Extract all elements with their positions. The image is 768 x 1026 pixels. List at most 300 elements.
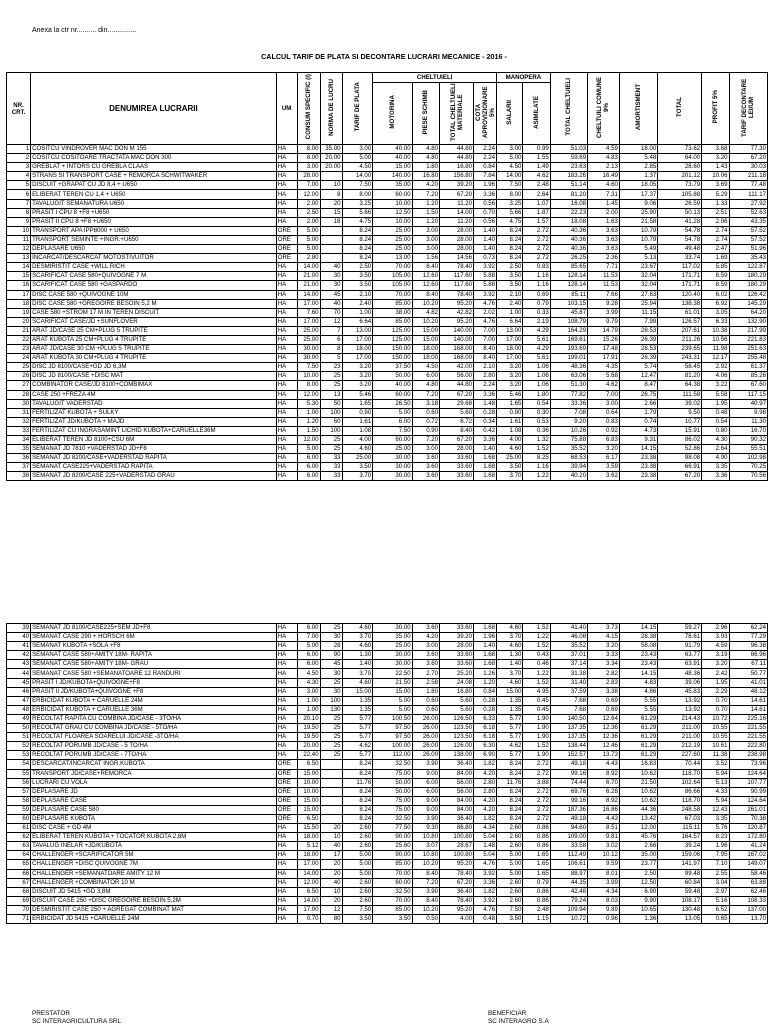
table-cell: 1.20 xyxy=(412,217,439,226)
table-cell: 30.00 xyxy=(373,463,412,472)
table-cell: ERBICIDAT JD 5415 +CARUELLE 24M xyxy=(31,915,277,924)
table-cell: 2.82 xyxy=(588,669,620,678)
table-cell: 25.20 xyxy=(440,669,474,678)
table-cell: 10.00 xyxy=(373,199,412,208)
table-cell: 94.60 xyxy=(550,824,587,833)
table-cell: 0.90 xyxy=(342,408,373,417)
table-cell: 138.00 xyxy=(440,751,474,760)
table-cell: 35.43 xyxy=(729,254,767,263)
table-cell: 4.62 xyxy=(588,381,620,390)
table-cell: 1.57 xyxy=(523,217,550,226)
table-cell: 63.91 xyxy=(658,660,702,669)
table-cell: 26.00 xyxy=(412,742,439,751)
table-cell: 156.80 xyxy=(440,172,474,181)
table-cell: 10 xyxy=(320,887,342,896)
table-cell: 40.97 xyxy=(729,399,767,408)
table-cell: 6.72 xyxy=(440,417,474,426)
table-row xyxy=(7,896,768,905)
table-cell: HA xyxy=(276,436,297,445)
table-cell: 1.63 xyxy=(588,217,620,226)
table-cell: 3.50 xyxy=(342,463,373,472)
table-cell: 20 xyxy=(320,199,342,208)
table-cell: 23.43 xyxy=(619,651,657,660)
table-cell: 5.00 xyxy=(373,705,412,714)
table-cell: 8.24 xyxy=(342,245,373,254)
table-cell: 48.12 xyxy=(729,687,767,696)
table-cell: HA xyxy=(276,326,297,335)
table-cell: 8.00 xyxy=(297,145,320,154)
table-cell: CHALLENGER +COMBINATOR 10 M xyxy=(31,878,277,887)
table-cell: 2.10 xyxy=(497,290,523,299)
table-cell: RECOLTAT FLOAREA SOARELUI JD/CASE -3TO/HA xyxy=(31,733,277,742)
table-cell: HA xyxy=(276,381,297,390)
table-cell: PRASIT II CPU 8 +F8 +U650 xyxy=(31,217,277,226)
table-cell: 1.65 xyxy=(342,399,373,408)
table-cell: HA xyxy=(276,463,297,472)
table-cell: FERTILIZAT KUBOTA + SULKY xyxy=(31,408,277,417)
table-row xyxy=(7,778,768,787)
table-cell: 9.31 xyxy=(619,436,657,445)
table-cell: 70.56 xyxy=(729,472,767,481)
table-cell: 1.40 xyxy=(497,660,523,669)
table-cell: 3.00 xyxy=(588,399,620,408)
table-cell: 8.24 xyxy=(497,254,523,263)
table-cell: 2.60 xyxy=(497,896,523,905)
table-cell: 2.58 xyxy=(412,678,439,687)
table-cell: 5 xyxy=(320,354,342,363)
table-cell: HA xyxy=(276,217,297,226)
table-row xyxy=(7,163,768,172)
table-cell: 248.58 xyxy=(658,805,702,814)
table-cell: 2.60 xyxy=(497,824,523,833)
table-cell: 88.97 xyxy=(550,869,587,878)
table-cell: 33.58 xyxy=(550,842,587,851)
table-cell: 3.99 xyxy=(588,308,620,317)
table-cell: 23.63 xyxy=(550,163,587,172)
table-cell: 25.00 xyxy=(373,445,412,454)
table-row xyxy=(7,217,768,226)
table-cell: 3.20 xyxy=(588,445,620,454)
table-cell: 30.00 xyxy=(373,454,412,463)
table-cell: 3.20 xyxy=(497,381,523,390)
table-cell: 117.60 xyxy=(440,272,474,281)
table-cell: 11.98 xyxy=(702,345,729,354)
table-cell: 32.50 xyxy=(373,814,412,823)
table-cell: 11 xyxy=(7,235,31,244)
table-cell: 51.96 xyxy=(729,245,767,254)
table-cell: 9.06 xyxy=(619,199,657,208)
table-cell: 62.46 xyxy=(729,887,767,896)
table-cell: 2.55 xyxy=(702,869,729,878)
table-cell: 3.60 xyxy=(412,624,439,633)
table-row xyxy=(7,308,768,317)
table-row xyxy=(7,363,768,372)
table-cell: 21.00 xyxy=(297,281,320,290)
table-cell: 1.07 xyxy=(523,199,550,208)
table-cell: 33 xyxy=(320,454,342,463)
table-cell: ORE xyxy=(276,769,297,778)
table-cell: 7.60 xyxy=(297,308,320,317)
table-cell: 1.80 xyxy=(523,390,550,399)
table-cell: 9.81 xyxy=(588,833,620,842)
table-cell: 2.72 xyxy=(523,769,550,778)
table-cell: 30.00 xyxy=(373,651,412,660)
table-cell: 211.18 xyxy=(729,172,767,181)
table-cell: 5.66 xyxy=(497,208,523,217)
table-cell: 95.20 xyxy=(440,905,474,914)
table-cell: 3.52 xyxy=(702,760,729,769)
table-cell: 6.30 xyxy=(474,742,497,751)
table-cell: 67.20 xyxy=(440,190,474,199)
table-cell: 2.10 xyxy=(474,363,497,372)
table-cell: 25 xyxy=(320,624,342,633)
table-cell: 61.29 xyxy=(619,742,657,751)
table-cell: 39.24 xyxy=(658,842,702,851)
table-cell: 26.00 xyxy=(412,724,439,733)
table-cell: 51.03 xyxy=(550,145,587,154)
table-cell: 5.04 xyxy=(474,851,497,860)
table-cell: 1.20 xyxy=(474,678,497,687)
table-cell: 85.00 xyxy=(373,317,412,326)
table-cell: 1.35 xyxy=(342,696,373,705)
table-cell: 14.56 xyxy=(440,254,474,263)
table-cell: 3.70 xyxy=(342,669,373,678)
table-cell: SEMANAT CASE 580 +SEMANATOARE 12 RANDURI xyxy=(31,669,277,678)
table-row xyxy=(7,633,768,642)
table-cell: 2 xyxy=(7,154,31,163)
table-cell: 3.20 xyxy=(588,642,620,651)
table-cell: 20 xyxy=(320,824,342,833)
table-cell: 3.20 xyxy=(342,363,373,372)
table-cell: 20 xyxy=(320,869,342,878)
table-cell: 2.66 xyxy=(619,399,657,408)
table-cell: HA xyxy=(276,399,297,408)
table-cell: 60 xyxy=(7,814,31,823)
table-cell: 3.50 xyxy=(373,915,412,924)
table-row xyxy=(7,408,768,417)
table-cell: 45.87 xyxy=(550,308,587,317)
table-cell: 5.77 xyxy=(497,733,523,742)
table-cell: 5 xyxy=(7,181,31,190)
table-cell: 0.50 xyxy=(412,915,439,924)
table-cell: 17.48 xyxy=(588,345,620,354)
table-cell: 18.00 xyxy=(619,145,657,154)
col-header-piese: PIESE SCHIMB xyxy=(412,83,439,145)
table-cell: 23.38 xyxy=(619,463,657,472)
table-cell: 10.80 xyxy=(412,851,439,860)
table-cell: 25.00 xyxy=(373,245,412,254)
table-cell: 1.52 xyxy=(523,642,550,651)
table-cell: 0.84 xyxy=(474,163,497,172)
table-cell: 120.87 xyxy=(729,824,767,833)
table-cell: 42.82 xyxy=(440,308,474,317)
table-cell: 15.26 xyxy=(588,335,620,344)
table-cell: 10.72 xyxy=(702,714,729,723)
table-cell: ARAT JD/CASE 25 CM+PLUG 5 TRUPITE xyxy=(31,326,277,335)
table-cell: 37.50 xyxy=(373,363,412,372)
table-cell: 10.62 xyxy=(619,787,657,796)
table-cell: 59 xyxy=(7,805,31,814)
table-cell: 21.50 xyxy=(619,778,657,787)
table-cell: 2.60 xyxy=(342,842,373,851)
table-cell: 8.40 xyxy=(412,896,439,905)
table-row xyxy=(7,354,768,363)
table-cell: 1.82 xyxy=(474,887,497,896)
table-row xyxy=(7,472,768,481)
table-cell: 7.20 xyxy=(412,878,439,887)
table-cell: 8.92 xyxy=(588,796,620,805)
table-cell: 25 xyxy=(320,372,342,381)
table-cell: 1.22 xyxy=(523,669,550,678)
table-cell: 25 xyxy=(320,436,342,445)
table-cell: 221.55 xyxy=(729,733,767,742)
table-cell: 1.06 xyxy=(523,381,550,390)
col-header-total: TOTAL xyxy=(658,73,702,145)
table-cell: 78.40 xyxy=(440,263,474,272)
table-cell: 6 xyxy=(320,335,342,344)
table-cell: 3.50 xyxy=(497,463,523,472)
table-cell: 30.00 xyxy=(297,354,320,363)
table-cell: 30.00 xyxy=(373,660,412,669)
table-cell: 17.00 xyxy=(497,335,523,344)
table-cell: 8.40 xyxy=(474,345,497,354)
table-cell: 2.66 xyxy=(619,842,657,851)
table-cell: 8.51 xyxy=(588,824,620,833)
table-cell: 0.79 xyxy=(523,878,550,887)
table-cell: HA xyxy=(276,751,297,760)
table-cell: 137.00 xyxy=(729,905,767,914)
table-cell: 60.00 xyxy=(373,190,412,199)
col-header-tarif: TARIF DE PLATA xyxy=(342,73,373,145)
table-cell: 2.72 xyxy=(523,226,550,235)
table-cell: 4.75 xyxy=(342,217,373,226)
table-cell: 172.80 xyxy=(729,833,767,842)
table-cell: 39.02 xyxy=(658,399,702,408)
table-cell: 28.60 xyxy=(658,163,702,172)
table-cell: 63.88 xyxy=(729,878,767,887)
table-cell: 35 xyxy=(7,445,31,454)
table-cell: 30.00 xyxy=(373,472,412,481)
table-cell: 3.02 xyxy=(588,842,620,851)
table-cell: 4.59 xyxy=(588,145,620,154)
table-cell: DEPLASARE CASE xyxy=(31,796,277,805)
table-cell: ELIBERAT TEREN KUBOTA + TOCATOR KUBOTA 2,8M xyxy=(31,833,277,842)
table-cell: 150.00 xyxy=(373,345,412,354)
table-cell: 3.35 xyxy=(702,814,729,823)
table-cell: 8.00 xyxy=(297,381,320,390)
table-cell: 85.11 xyxy=(550,290,587,299)
table-cell: 5.88 xyxy=(474,272,497,281)
table-cell: 43.35 xyxy=(729,217,767,226)
table-cell: 16 xyxy=(7,281,31,290)
table-cell: 58.45 xyxy=(658,363,702,372)
table-cell: 68.53 xyxy=(550,454,587,463)
table-cell: 41.28 xyxy=(658,217,702,226)
table-cell: HA xyxy=(276,290,297,299)
table-cell: 3.88 xyxy=(523,778,550,787)
table-cell: 164.29 xyxy=(550,326,587,335)
table-cell: 238.98 xyxy=(729,751,767,760)
table-cell: 201.12 xyxy=(658,172,702,181)
table-cell: 20.00 xyxy=(320,154,342,163)
table-cell: 207.61 xyxy=(658,326,702,335)
table-cell: 2.72 xyxy=(523,254,550,263)
table-cell: HA xyxy=(276,633,297,642)
table-cell: 28.00 xyxy=(440,245,474,254)
table-cell: 3.70 xyxy=(497,633,523,642)
table-cell: 66 xyxy=(7,869,31,878)
table-cell: 2.06 xyxy=(702,217,729,226)
table-cell: 3.68 xyxy=(702,145,729,154)
table-cell: 35.52 xyxy=(550,642,587,651)
table-cell: 2.24 xyxy=(474,154,497,163)
table-cell: 14 xyxy=(7,263,31,272)
table-cell: 49.48 xyxy=(658,245,702,254)
table-cell: 64 xyxy=(7,851,31,860)
table-cell: 105.00 xyxy=(373,281,412,290)
table-cell: 5.77 xyxy=(342,724,373,733)
table-cell: 7.50 xyxy=(342,181,373,190)
table-cell: 255.48 xyxy=(729,354,767,363)
table-cell: 6.64 xyxy=(497,317,523,326)
table-cell: 12.00 xyxy=(297,190,320,199)
table-cell: 20 xyxy=(320,896,342,905)
table-cell: 12.36 xyxy=(588,724,620,733)
table-cell: 33.60 xyxy=(440,624,474,633)
table-cell: HA xyxy=(276,678,297,687)
table-cell: 8.03 xyxy=(588,896,620,905)
table-cell: 4.62 xyxy=(497,742,523,751)
table-cell: 20.00 xyxy=(320,163,342,172)
table-cell: 90.00 xyxy=(373,833,412,842)
table-cell: 20 xyxy=(7,317,31,326)
table-cell: 17.00 xyxy=(297,317,320,326)
table-cell: DISC JD 8100/CASE +DISC MAT xyxy=(31,372,277,381)
table-cell: 0.80 xyxy=(702,426,729,435)
table-cell: 8.24 xyxy=(497,769,523,778)
table-cell: 4.06 xyxy=(702,372,729,381)
table-cell: 54.78 xyxy=(658,226,702,235)
table-cell: 7.68 xyxy=(550,696,587,705)
table-cell: 3.60 xyxy=(412,651,439,660)
table-cell: 13.42 xyxy=(619,814,657,823)
table-cell: 40.36 xyxy=(550,245,587,254)
tariff-table-part-2 xyxy=(6,623,768,924)
table-cell: 75.00 xyxy=(373,796,412,805)
table-row xyxy=(7,454,768,463)
table-cell: 108.33 xyxy=(729,896,767,905)
table-cell xyxy=(320,769,342,778)
table-cell: 10.55 xyxy=(702,733,729,742)
table-cell: HA xyxy=(276,887,297,896)
table-cell: 1.35 xyxy=(342,705,373,714)
table-cell: DEPLASARE JD xyxy=(31,787,277,796)
table-cell: 26 xyxy=(7,372,31,381)
table-cell: 78.40 xyxy=(440,896,474,905)
table-cell: 31.38 xyxy=(550,669,587,678)
table-cell: 58.08 xyxy=(619,642,657,651)
table-cell: 8.59 xyxy=(702,272,729,281)
table-cell: 16.80 xyxy=(440,163,474,172)
table-cell: 99.16 xyxy=(550,796,587,805)
table-cell: 0.45 xyxy=(523,696,550,705)
table-cell: 60.00 xyxy=(373,436,412,445)
table-cell: PRASIT II JD/KUBOTA+QUIVOGNE +F8 xyxy=(31,687,277,696)
table-cell: 5.00 xyxy=(297,226,320,235)
table-cell: HA xyxy=(276,281,297,290)
table-cell: 84.00 xyxy=(440,769,474,778)
table-cell: 4.50 xyxy=(297,669,320,678)
table-cell: 11.53 xyxy=(588,272,620,281)
table-cell: 2.50 xyxy=(619,869,657,878)
table-cell: 0.86 xyxy=(523,842,550,851)
table-cell: 3.35 xyxy=(702,463,729,472)
table-cell: 14.00 xyxy=(440,208,474,217)
table-cell: 7.00 xyxy=(474,335,497,344)
table-cell: 5.46 xyxy=(342,390,373,399)
table-cell: TAVALUG INELAR +JD/KUBOTA xyxy=(31,842,277,851)
table-cell: 171.71 xyxy=(658,272,702,281)
table-cell: 3.70 xyxy=(342,472,373,481)
table-cell: 2.00 xyxy=(297,217,320,226)
col-header-cota: COTA APROVIZIONARE 5% xyxy=(474,83,497,145)
table-cell: 1.22 xyxy=(523,633,550,642)
table-cell: 2.74 xyxy=(702,235,729,244)
table-cell: DISC CASE + GD 4M xyxy=(31,824,277,833)
table-cell: 3.04 xyxy=(702,878,729,887)
table-cell: 10.00 xyxy=(297,778,320,787)
table-cell: 44 xyxy=(7,669,31,678)
table-cell: 13.00 xyxy=(373,254,412,263)
table-cell: 90.00 xyxy=(373,851,412,860)
table-cell: HA xyxy=(276,905,297,914)
table-row xyxy=(7,805,768,814)
table-cell: 3.00 xyxy=(412,445,439,454)
table-cell: 4.59 xyxy=(702,642,729,651)
table-cell: 27.92 xyxy=(729,199,767,208)
table-cell: 67.60 xyxy=(729,381,767,390)
table-cell: 77.50 xyxy=(373,824,412,833)
table-cell: 1.95 xyxy=(702,678,729,687)
table-cell: 9.00 xyxy=(412,769,439,778)
table-cell: 9.20 xyxy=(550,417,587,426)
table-cell: 30.00 xyxy=(373,624,412,633)
table-cell: 211.00 xyxy=(658,724,702,733)
table-cell: 55 xyxy=(7,769,31,778)
table-cell: 115.11 xyxy=(658,824,702,833)
table-cell: 217.99 xyxy=(729,326,767,335)
table-cell: 30 xyxy=(320,281,342,290)
table-cell: 15.50 xyxy=(297,824,320,833)
table-cell: 39.06 xyxy=(658,678,702,687)
table-cell: 81.20 xyxy=(550,190,587,199)
table-cell: ORE xyxy=(276,254,297,263)
table-cell: 5.00 xyxy=(497,860,523,869)
table-cell: 4.60 xyxy=(497,624,523,633)
table-cell: ARAT KUBOTA 30 CM+PLUG 4 TRUPITE xyxy=(31,354,277,363)
table-cell: HA xyxy=(276,154,297,163)
table-cell: 3.50 xyxy=(497,272,523,281)
table-cell: 15.00 xyxy=(297,769,320,778)
table-cell: 77.82 xyxy=(550,390,587,399)
table-cell: 28.00 xyxy=(297,172,320,181)
table-cell: 25 xyxy=(320,678,342,687)
table-cell: 128.14 xyxy=(550,272,587,281)
col-header-profit: PROFIT 5% xyxy=(702,73,729,145)
table-cell: 1.32 xyxy=(523,436,550,445)
table-row xyxy=(7,145,768,154)
table-cell: 14.00 xyxy=(342,172,373,181)
